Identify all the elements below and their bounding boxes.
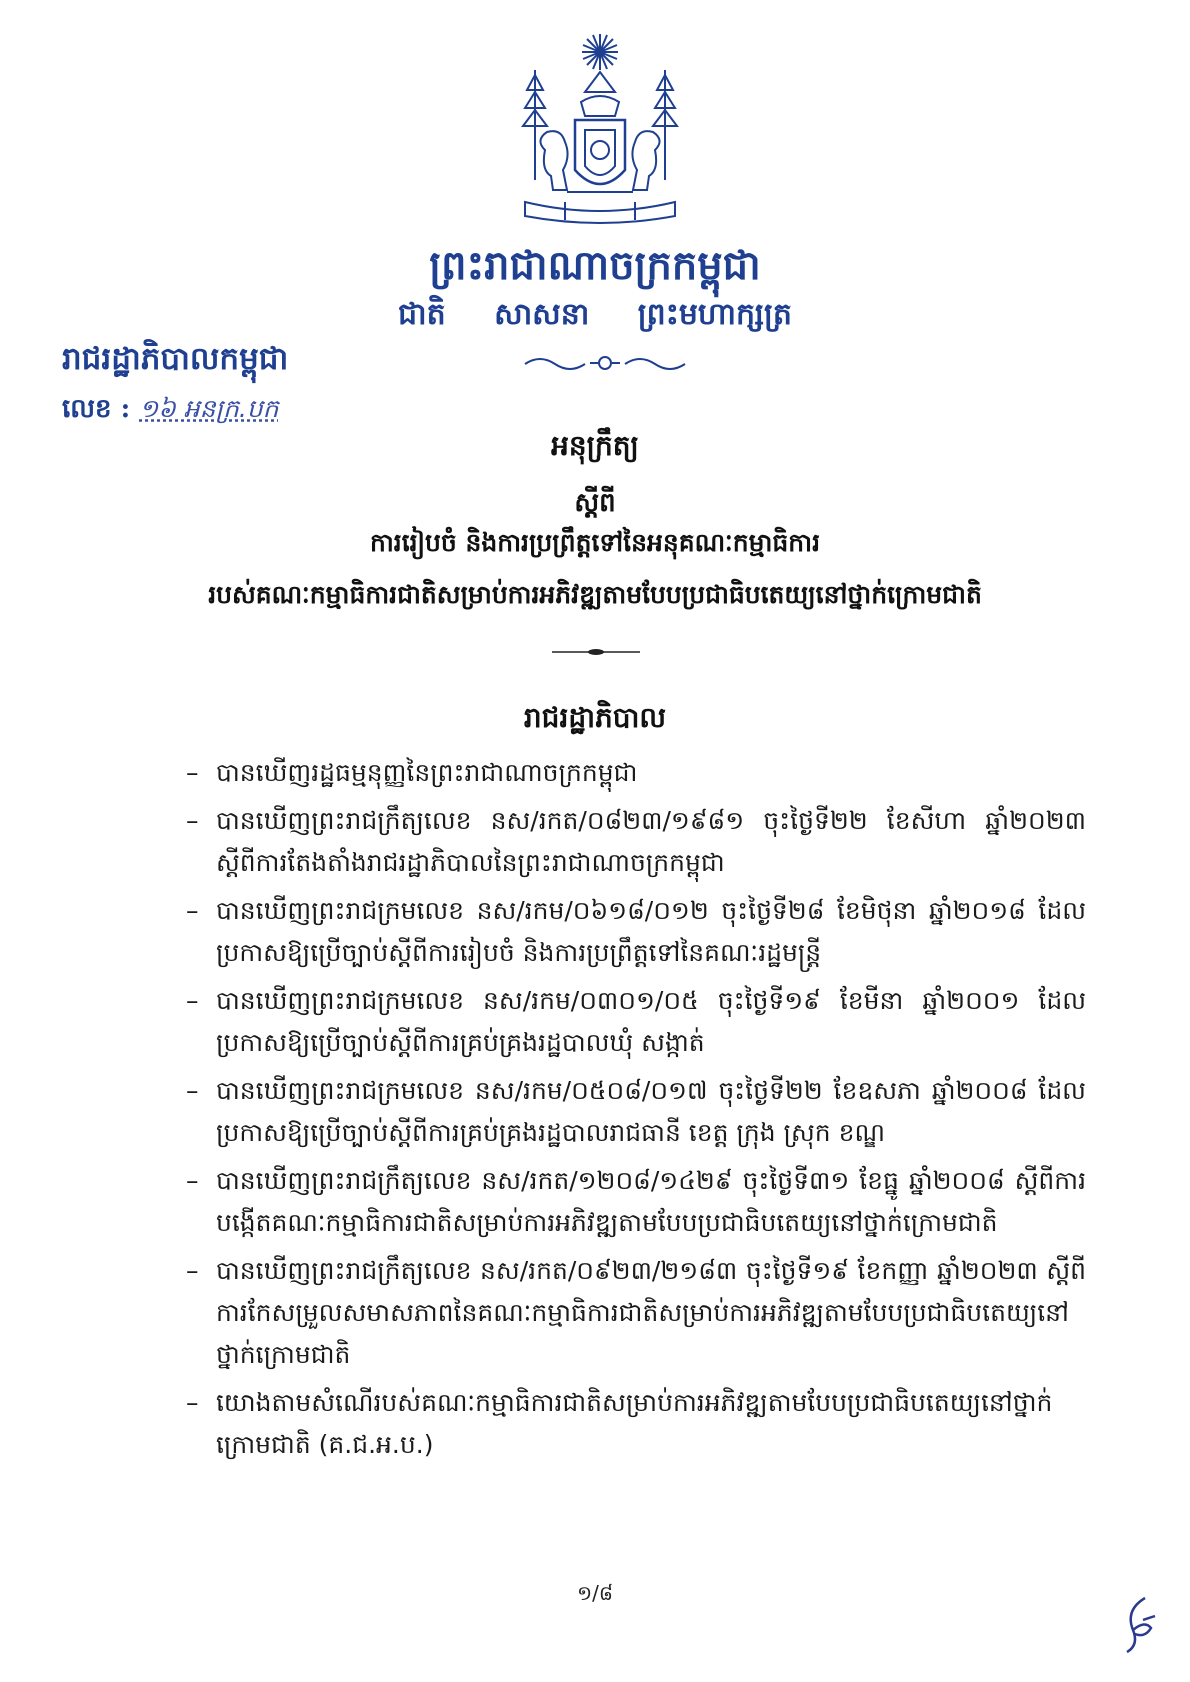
clause-text: បានឃើញព្រះរាជក្រឹត្យលេខ នស/រកត/០៨២៣/១៩៨១ ចុះថ្ងៃទី២២ ខែសីហា ឆ្នាំ២០២៣ ស្តីពីការតែងតាំងរាជរដ្ឋាភិបាលនៃព្រះរាជាណាចក្រកម្ពុជា	[216, 806, 1086, 877]
document-number	[62, 392, 279, 430]
clause-text: យោងតាមសំណើរបស់គណៈកម្មាធិការជាតិសម្រាប់ការអភិវឌ្ឍតាមបែបប្រជាធិបតេយ្យនៅថ្នាក់ក្រោមជាតិ (គ.ជ.អ.ប.)	[216, 1388, 1053, 1459]
page-number: ១/៨	[576, 1581, 614, 1605]
kingdom-title: ព្រះរាជាណាចក្រកម្ពុជា	[429, 242, 761, 289]
handwritten-initials-signature	[1115, 1590, 1160, 1660]
list-item: – យោងតាមសំណើរបស់គណៈកម្មាធិការជាតិសម្រាប់ការអភិវឌ្ឍតាមបែបប្រជាធិបតេយ្យនៅថ្នាក់ក្រោមជាតិ (គ.ជ.អ.ប.)	[186, 1388, 1053, 1459]
number-value: ១៦ អនក្រ.បក	[139, 394, 279, 423]
clause-text: បានឃើញព្រះរាជក្រឹត្យលេខ នស/រកត/១២០៨/១៤២៩ ចុះថ្ងៃទី៣១ ខែធ្នូ ឆ្នាំ២០០៨ ស្តីពីការបង្កើតគណៈកម្មាធិការជាតិសម្រាប់ការអភិវឌ្ឍតាមបែបប្រជាធិបតេយ្យនៅថ្នាក់ក្រោមជាតិ	[216, 1166, 1086, 1237]
list-item: – បានឃើញព្រះរាជក្រឹត្យលេខ នស/រកត/០៩២៣/២១៨៣ ចុះថ្ងៃទី១៩ ខែកញ្ញា ឆ្នាំ២០២៣ ស្តីពីការកែសម្រួលសមាសភាពនៃគណៈកម្មាធិការជាតិសម្រាប់ការអភិវឌ្ឍតាមបែបប្រជាធិបតេយ្យនៅថ្នាក់ក្រោមជាតិ	[186, 1256, 1086, 1369]
list-item: – បានឃើញព្រះរាជក្រឹត្យលេខ នស/រកត/១២០៨/១៤២៩ ចុះថ្ងៃទី៣១ ខែធ្នូ ឆ្នាំ២០០៨ ស្តីពីការបង្កើតគណៈកម្មាធិការជាតិសម្រាប់ការអភិវឌ្ឍតាមបែបប្រជាធិបតេយ្យនៅថ្នាក់ក្រោមជាតិ	[186, 1166, 1086, 1237]
number-label: លេខ :	[62, 394, 131, 424]
list-item: – បានឃើញព្រះរាជក្រមលេខ នស/រកម/០៣០១/០៥ ចុះថ្ងៃទី១៩ ខែមីនា ឆ្នាំ២០០១ ដែលប្រកាសឱ្យប្រើច្បាប់ស្តីពីការគ្រប់គ្រងរដ្ឋបាលឃុំ សង្កាត់	[186, 986, 1086, 1057]
title-divider-icon	[552, 648, 640, 656]
clause-text: បានឃើញព្រះរាជក្រមលេខ នស/រកម/០៣០១/០៥ ចុះថ្ងៃទី១៩ ខែមីនា ឆ្នាំ២០០១ ដែលប្រកាសឱ្យប្រើច្បាប់ស្តីពីការគ្រប់គ្រងរដ្ឋបាលឃុំ សង្កាត់	[216, 986, 1086, 1057]
subject-line-2: របស់គណៈកម្មាធិការជាតិសម្រាប់ការអភិវឌ្ឍតាមបែបប្រជាធិបតេយ្យនៅថ្នាក់ក្រោមជាតិ	[208, 580, 982, 609]
about-heading: ស្តីពី	[574, 488, 616, 518]
list-item: – បានឃើញរដ្ឋធម្មនុញ្ញនៃព្រះរាជាណាចក្រកម្ពុជា	[186, 758, 638, 787]
issuing-authority: រាជរដ្ឋាភិបាលកម្ពុជា	[62, 341, 289, 377]
national-motto: ជាតិ សាសនា ព្រះមហាក្សត្រ	[398, 297, 792, 332]
preamble-clauses	[186, 752, 1086, 1472]
royal-coat-of-arms-emblem	[505, 30, 695, 230]
list-item: – បានឃើញព្រះរាជក្រមលេខ នស/រកម/០៥០៨/០១៧ ចុះថ្ងៃទី២២ ខែឧសភា ឆ្នាំ២០០៨ ដែលប្រកាសឱ្យប្រើច្បាប់ស្តីពីការគ្រប់គ្រងរដ្ឋបាលរាជធានី ខេត្ត ក្រុង ស្រុក ខណ្ឌ	[186, 1076, 1086, 1147]
ornament-divider-icon	[520, 352, 690, 374]
list-item: – បានឃើញព្រះរាជក្រឹត្យលេខ នស/រកត/០៨២៣/១៩៨១ ចុះថ្ងៃទី២២ ខែសីហា ឆ្នាំ២០២៣ ស្តីពីការតែងតាំងរាជរដ្ឋាភិបាលនៃព្រះរាជាណាចក្រកម្ពុជា	[186, 806, 1086, 877]
document-type-heading: អនុក្រឹត្យ	[551, 429, 639, 462]
clause-text: បានឃើញព្រះរាជក្រមលេខ នស/រកម/០៦១៨/០១២ ចុះថ្ងៃទី២៨ ខែមិថុនា ឆ្នាំ២០១៨ ដែលប្រកាសឱ្យប្រើច្បាប់ស្តីពីការរៀបចំ និងការប្រព្រឹត្តទៅនៃគណៈរដ្ឋមន្ត្រី	[216, 896, 1086, 967]
list-item: – បានឃើញព្រះរាជក្រមលេខ នស/រកម/០៦១៨/០១២ ចុះថ្ងៃទី២៨ ខែមិថុនា ឆ្នាំ២០១៨ ដែលប្រកាសឱ្យប្រើច្បាប់ស្តីពីការរៀបចំ និងការប្រព្រឹត្តទៅនៃគណៈរដ្ឋមន្ត្រី	[186, 896, 1086, 967]
clause-text: បានឃើញព្រះរាជក្រមលេខ នស/រកម/០៥០៨/០១៧ ចុះថ្ងៃទី២២ ខែឧសភា ឆ្នាំ២០០៨ ដែលប្រកាសឱ្យប្រើច្បាប់ស្តីពីការគ្រប់គ្រងរដ្ឋបាលរាជធានី ខេត្ត ក្រុង ស្រុក ខណ្ឌ	[216, 1076, 1086, 1147]
clause-text: បានឃើញព្រះរាជក្រឹត្យលេខ នស/រកត/០៩២៣/២១៨៣ ចុះថ្ងៃទី១៩ ខែកញ្ញា ឆ្នាំ២០២៣ ស្តីពីការកែសម្រួលសមាសភាពនៃគណៈកម្មាធិការជាតិសម្រាប់ការអភិវឌ្ឍតាមបែបប្រជាធិបតេយ្យនៅថ្នាក់ក្រោមជាតិ	[216, 1256, 1086, 1369]
subject-line-1: ការរៀបចំ និងការប្រព្រឹត្តទៅនៃអនុគណៈកម្មាធិការ	[369, 528, 821, 557]
clause-text: បានឃើញរដ្ឋធម្មនុញ្ញនៃព្រះរាជាណាចក្រកម្ពុជា	[216, 758, 638, 787]
authority-heading: រាជរដ្ឋាភិបាល	[523, 701, 667, 734]
